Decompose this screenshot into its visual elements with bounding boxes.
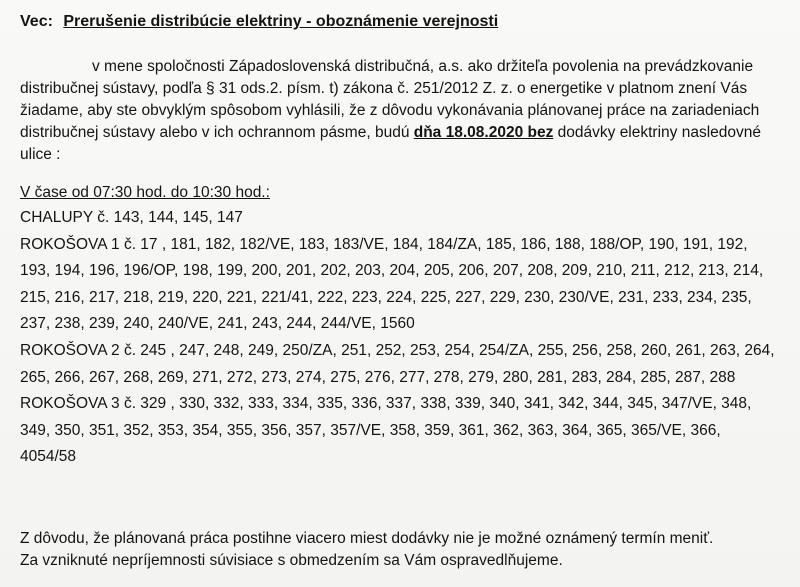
street-row: 215, 216, 217, 218, 219, 220, 221, 221/41, 222, 223, 224, 225, 227, 229, 230, 230/VE, 231, 233, 234, 235, <box>20 288 752 306</box>
intro-paragraph <box>20 56 800 166</box>
intro-line: ulice : <box>20 146 61 163</box>
outage-date: dňa 18.08.2020 bez <box>413 124 554 141</box>
street-row: 4054/58 <box>20 448 77 466</box>
subject-text: Prerušenie distribúcie elektriny - oboznámenie verejnosti <box>63 13 499 30</box>
street-row: 237, 238, 239, 240, 240/VE, 241, 243, 244, 244/VE, 1560 <box>20 315 415 333</box>
closing-paragraph <box>20 528 713 572</box>
street-row: ROKOŠOVA 3 č. 329 , 330, 332, 333, 334, 335, 336, 337, 338, 339, 340, 341, 342, 344, 345, 347/VE, 348, <box>20 395 752 413</box>
street-list <box>20 208 800 474</box>
intro-line-date <box>20 122 800 144</box>
subject-line <box>20 12 498 32</box>
street-row: 349, 350, 351, 352, 353, 354, 355, 356, 357, 357/VE, 358, 359, 361, 362, 363, 364, 365, 365/VE, 366, <box>20 421 721 439</box>
intro-text: dodávky elektriny nasledovné <box>553 124 761 141</box>
street-row: 265, 266, 267, 268, 269, 271, 272, 273, 274, 275, 276, 277, 278, 279, 280, 281, 283, 284, 285, 287, 288 <box>20 368 736 386</box>
intro-line: žiadame, aby ste obvyklým spôsobom vyhlásili, že z dôvodu vykonávania plánovanej práce na zariadeniach <box>20 102 760 119</box>
street-row: CHALUPY č. 143, 144, 145, 147 <box>20 209 243 226</box>
intro-line: v mene spoločnosti Západoslovenská distribučná, a.s. ako držiteľa povolenia na prevádzkovanie <box>92 58 754 75</box>
subject-label: Vec: <box>20 13 53 30</box>
intro-text: distribučnej sústavy alebo v ich ochrannom pásme, budú <box>20 124 414 141</box>
street-row: ROKOŠOVA 2 č. 245 , 247, 248, 249, 250/ZA, 251, 252, 253, 254, 254/ZA, 255, 256, 258, 260, 261, 263, 264, <box>20 341 775 359</box>
closing-line: Za vzniknuté nepríjemnosti súvisiace s obmedzením sa Vám ospravedlňujeme. <box>20 552 563 569</box>
street-row: ROKOŠOVA 1 č. 17 , 181, 182, 182/VE, 183, 183/VE, 184, 184/ZA, 185, 186, 188, 188/OP, 190, 191, 192, <box>20 235 748 253</box>
street-row: 193, 194, 196, 196/OP, 198, 199, 200, 201, 202, 203, 204, 205, 206, 207, 208, 209, 210, 211, 212, 213, 214, <box>20 262 764 280</box>
closing-line: Z dôvodu, že plánovaná práca postihne viacero miest dodávky nie je možné oznámený termín meniť. <box>20 530 714 547</box>
intro-line: distribučnej sústavy, podľa § 31 ods.2. písm. t) zákona č. 251/2012 Z. z. o energetike v platnom znení Vás <box>20 80 748 97</box>
time-slot-heading: V čase od 07:30 hod. do 10:30 hod.: <box>20 184 270 201</box>
